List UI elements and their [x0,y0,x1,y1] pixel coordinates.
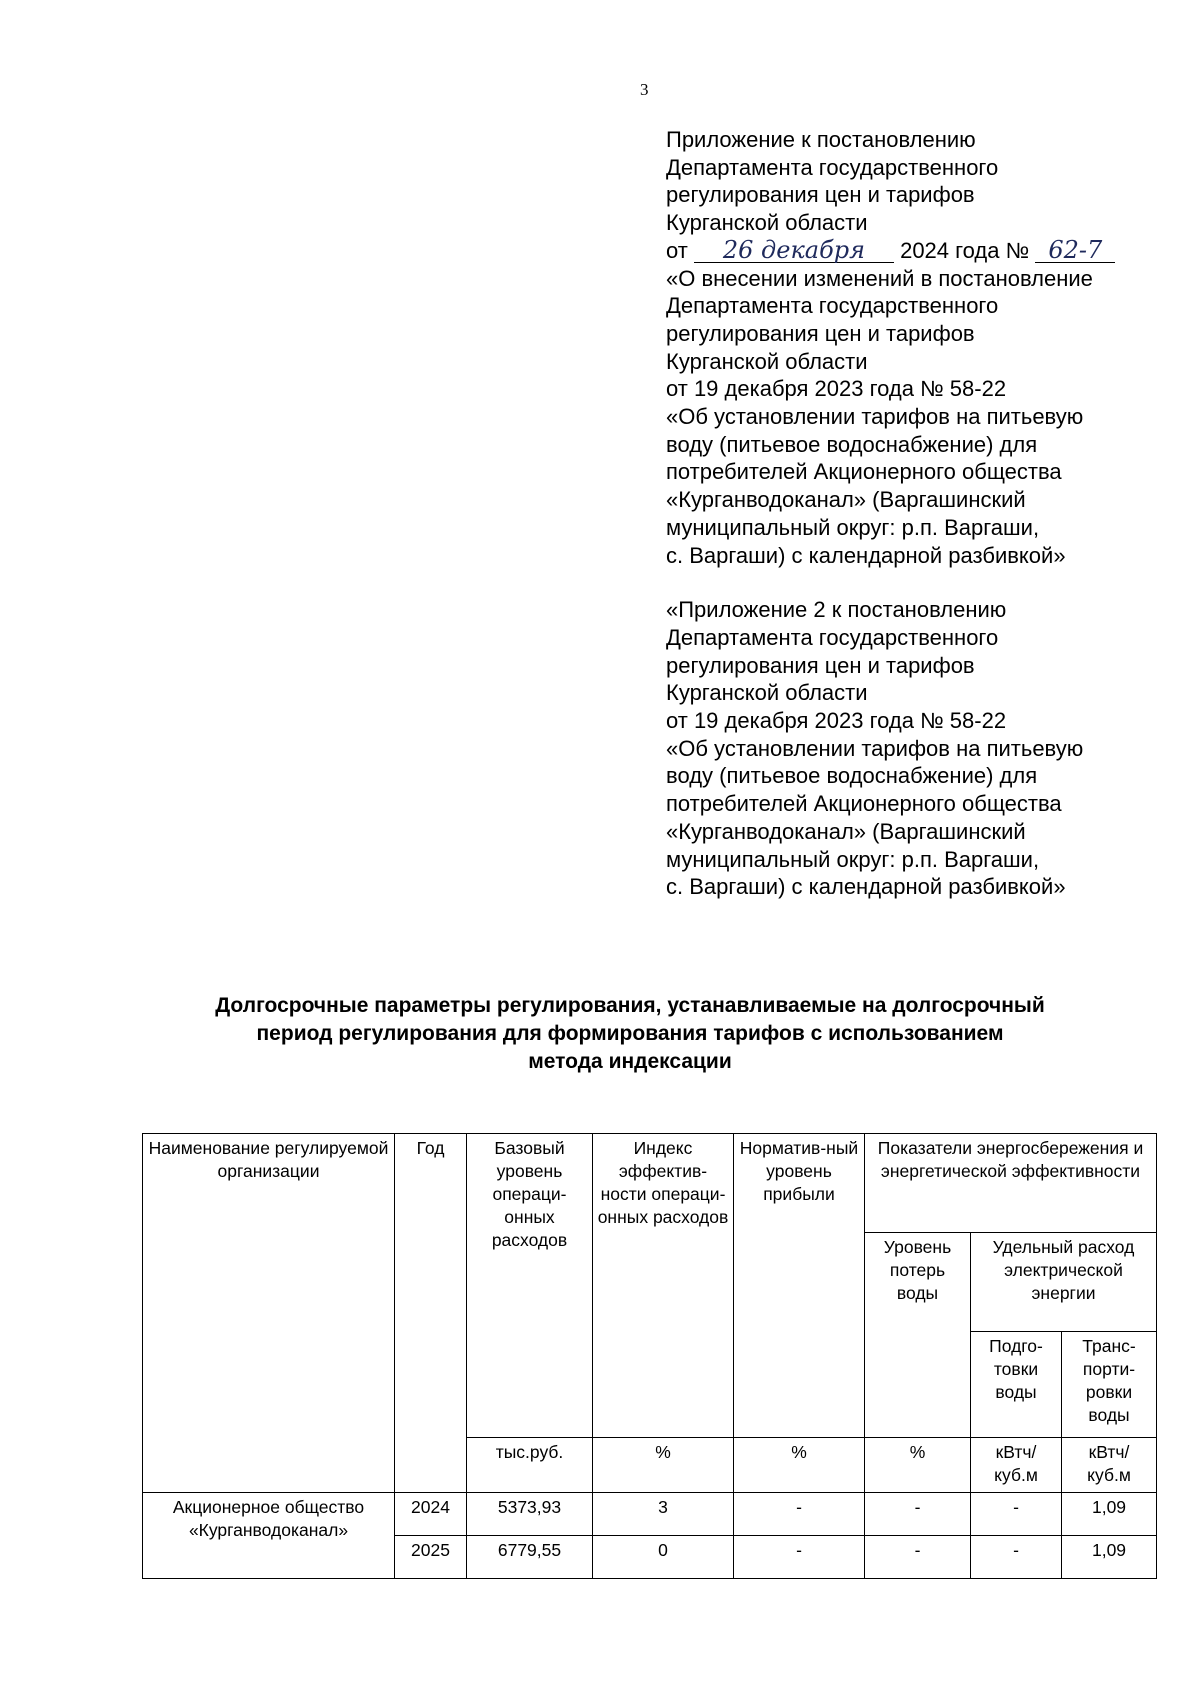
title-line: период регулирования для формирования тарифов с использованием [256,1022,1004,1045]
cell-profit: - [734,1493,865,1536]
unit-water-loss: % [865,1438,971,1493]
unit-efficiency-index: % [593,1438,734,1493]
appendix2-line: «Курганводоканал» (Варгашинский [666,818,1026,844]
unit-preparation: кВтч/ куб.м [971,1438,1062,1493]
header-line: «Об установлении тарифов на питьевую [666,404,1084,430]
cell-preparation: - [971,1493,1062,1536]
header-water-loss: Уровень потерь воды [865,1233,971,1438]
appendix2-line: муниципальный округ: р.п. Варгаши, [666,846,1040,872]
year-text: 2024 года № [900,237,1030,263]
header-line: с. Варгаши) с календарной разбивкой» [666,542,1066,568]
header-line: Курганской области [666,348,868,374]
cell-year: 2024 [395,1493,467,1536]
appendix2-line: от 19 декабря 2023 года № 58-22 [666,708,1007,734]
number-field [1035,235,1115,264]
cell-year: 2025 [395,1536,467,1579]
header-year: Год [395,1134,467,1493]
date-field [694,235,894,264]
appendix2-line: «Приложение 2 к постановлению [666,597,1007,623]
appendix2-line: «Об установлении тарифов на питьевую [666,735,1084,761]
unit-transport: кВтч/ куб.м [1062,1438,1157,1493]
header-line: Департамента государственного [666,154,999,180]
header-preparation: Подго-товки воды [971,1332,1062,1438]
appendix2-line: с. Варгаши) с календарной разбивкой» [666,874,1066,900]
cell-transport: 1,09 [1062,1536,1157,1579]
header-line: регулирования цен и тарифов [666,320,975,346]
header-energy-group: Показатели энергосбережения и энергетической эффективности [865,1134,1157,1233]
cell-preparation: - [971,1536,1062,1579]
appendix-header [666,126,1176,901]
date-prefix: от [666,237,688,263]
cell-base-level: 5373,93 [467,1493,593,1536]
title-line: метода индексации [528,1050,732,1073]
header-line: «Курганводоканал» (Варгашинский [666,487,1026,513]
cell-water-loss: - [865,1536,971,1579]
unit-profit: % [734,1438,865,1493]
unit-base-level: тыс.руб. [467,1438,593,1493]
header-line: регулирования цен и тарифов [666,182,975,208]
handwritten-number: 62-7 [1048,235,1103,264]
cell-efficiency-index: 3 [593,1493,734,1536]
cell-water-loss: - [865,1493,971,1536]
header-line: Приложение к постановлению [666,127,976,152]
header-line: муниципальный округ: р.п. Варгаши, [666,514,1040,540]
header-efficiency-index: Индекс эффектив-ности операци-онных расходов [593,1134,734,1438]
page-number: 3 [640,80,649,99]
parameters-table [142,1133,1157,1579]
header-line: Курганской области [666,210,868,236]
appendix2-line: потребителей Акционерного общества [666,791,1062,817]
table-header-row [143,1134,1157,1233]
cell-base-level: 6779,55 [467,1536,593,1579]
header-line: Департамента государственного [666,293,999,319]
title-line: Долгосрочные параметры регулирования, устанавливаемые на долгосрочный [215,994,1045,1017]
header-electricity: Удельный расход электрической энергии [971,1233,1157,1332]
header-line: «О внесении изменений в постановление [666,265,1093,291]
header-transport: Транс-порти-ровки воды [1062,1332,1157,1438]
appendix2-line: Курганской области [666,680,868,706]
header-base-level: Базовый уровень операци-онных расходов [467,1134,593,1438]
header-line: потребителей Акционерного общества [666,459,1062,485]
cell-efficiency-index: 0 [593,1536,734,1579]
header-line: воду (питьевое водоснабжение) для [666,431,1038,457]
cell-transport: 1,09 [1062,1493,1157,1536]
appendix2-line: воду (питьевое водоснабжение) для [666,763,1038,789]
date-line [666,237,1176,265]
table-row [143,1493,1157,1536]
appendix2-line: Департамента государственного [666,624,999,650]
header-profit-level: Норматив-ный уровень прибыли [734,1134,865,1438]
cell-profit: - [734,1536,865,1579]
appendix2-line: регулирования цен и тарифов [666,652,975,678]
organization-name: Акционерное общество «Курганводоканал» [143,1493,395,1579]
handwritten-date: 26 декабря [722,235,866,264]
header-organization: Наименование регулируемой организации [143,1134,395,1493]
document-title [130,992,1130,1076]
header-line: от 19 декабря 2023 года № 58-22 [666,376,1007,402]
